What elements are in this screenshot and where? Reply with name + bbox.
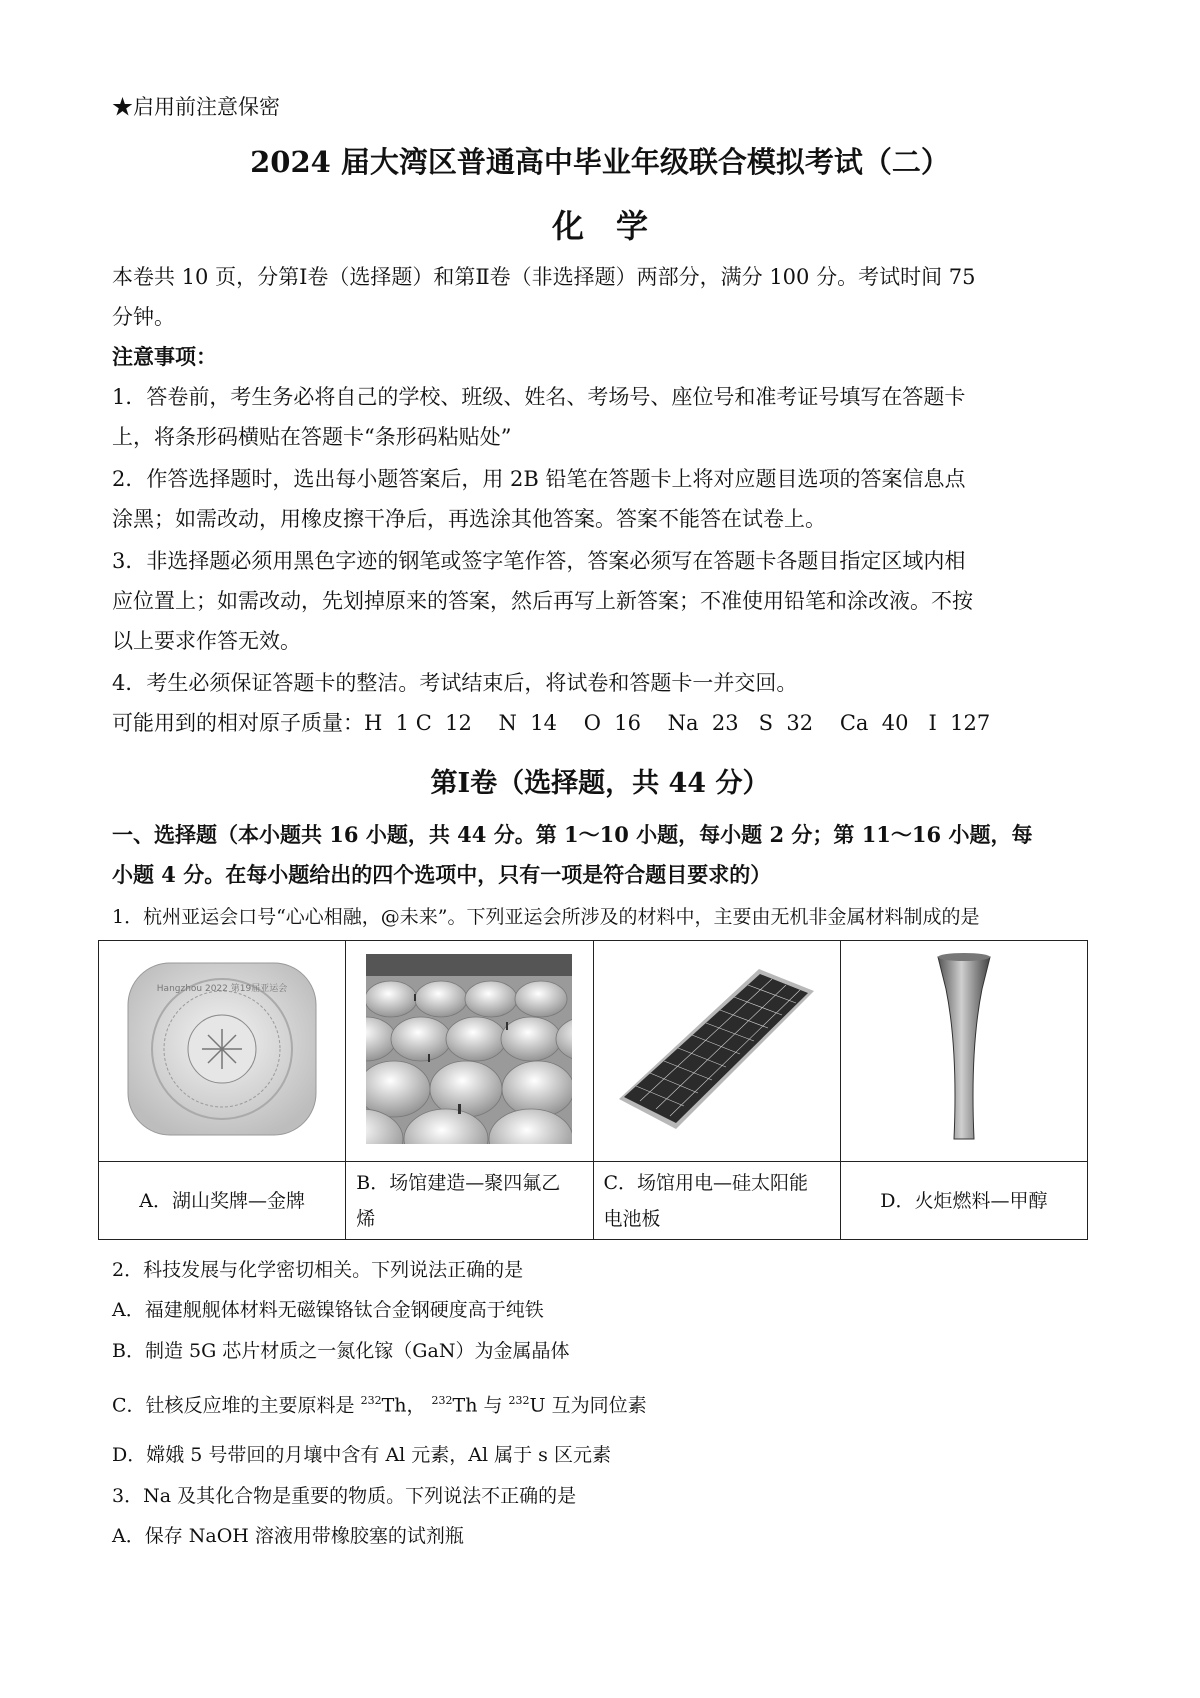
medal-image [120,949,325,1149]
confidential-notice: ★启用前注意保密 [112,95,280,119]
note-2b: 涂黑；如需改动，用橡皮擦干净后，再选涂其他答案。答案不能答在试卷上。 [112,507,826,531]
note-1b: 上，将条形码横贴在答题卡“条形码粘贴处” [112,425,512,449]
q1-image-cell-b [346,941,593,1162]
q2-option-c: C．钍核反应堆的主要原料是 $^{232}$Th， $^{232}$Th 与 $^{232}$U 互为同位素 [112,1394,647,1417]
note-2a: 2．作答选择题时，选出每小题答案后，用 2B 铅笔在答题卡上将对应题目选项的答案信息点 [112,467,966,491]
q1-option-b: B．场馆建造—聚四氟乙 烯 [346,1162,593,1240]
torch-image [924,949,1004,1149]
section-1-desc-1: 一、选择题（本小题共 16 小题，共 44 分。第 1～10 小题，每小题 2 分；第 11～16 小题，每 [112,822,1033,847]
atomic-masses: 可能用到的相对原子质量：H 1 C 12 N 14 O 16 Na 23 S 32 Ca 40 I 127 [112,711,991,735]
intro-line-1: 本卷共 10 页，分第Ⅰ卷（选择题）和第Ⅱ卷（非选择题）两部分，满分 100 分。考试时间 75 [112,265,976,289]
q1-image-cell-d [840,941,1087,1162]
exam-title: 2024 届大湾区普通高中毕业年级联合模拟考试（二） [250,145,950,179]
stadium-roof-image [366,954,572,1144]
q1-image-cell-c [593,941,840,1162]
intro-line-2: 分钟。 [112,305,175,329]
note-3a: 3．非选择题必须用黑色字迹的钢笔或签字笔作答，答案必须写在答题卡各题目指定区域内相 [112,549,966,573]
section-1-desc-2: 小题 4 分。在每小题给出的四个选项中，只有一项是符合题目要求的） [112,862,772,887]
q1-option-c: C．场馆用电—硅太阳能 电池板 [593,1162,840,1240]
note-3b: 应位置上；如需改动，先划掉原来的答案，然后再写上新答案；不准使用铅笔和涂改液。不按 [112,589,973,613]
subject-title: 化 学 [551,207,648,245]
q1-stem: 1．杭州亚运会口号“心心相融，@未来”。下列亚运会所涉及的材料中，主要由无机非金属材料制成的是 [112,906,980,928]
note-3c: 以上要求作答无效。 [112,629,301,653]
q2-option-d: D．嫦娥 5 号带回的月壤中含有 Al 元素，Al 属于 s 区元素 [112,1444,611,1466]
q3-option-a: A．保存 NaOH 溶液用带橡胶塞的试剂瓶 [112,1525,464,1547]
q1-image-cell-a [99,941,346,1162]
q1-option-a: A．湖山奖牌—金牌 [99,1162,346,1240]
q1-options-table [98,940,1088,1240]
note-1a: 1．答卷前，考生务必将自己的学校、班级、姓名、考场号、座位号和准考证号填写在答题卡 [112,385,966,409]
notes-heading: 注意事项： [112,344,217,369]
q1-option-d: D．火炬燃料—甲醇 [840,1162,1087,1240]
svg-text:Hangzhou 2022 第19届亚运会: Hangzhou 2022 第19届亚运会 [156,984,287,994]
q2-stem: 2．科技发展与化学密切相关。下列说法正确的是 [112,1259,524,1281]
q2-option-b: B．制造 5G 芯片材质之一氮化镓（GaN）为金属晶体 [112,1340,570,1362]
note-4: 4．考生必须保证答题卡的整洁。考试结束后，将试卷和答题卡一并交回。 [112,671,798,695]
q3-stem: 3．Na 及其化合物是重要的物质。下列说法不正确的是 [112,1485,577,1507]
q2-option-a: A．福建舰舰体材料无磁镍铬钛合金钢硬度高于纯铁 [112,1299,544,1321]
solar-panel-image [614,959,819,1139]
section-1-title: 第Ⅰ卷（选择题，共 44 分） [430,768,770,799]
